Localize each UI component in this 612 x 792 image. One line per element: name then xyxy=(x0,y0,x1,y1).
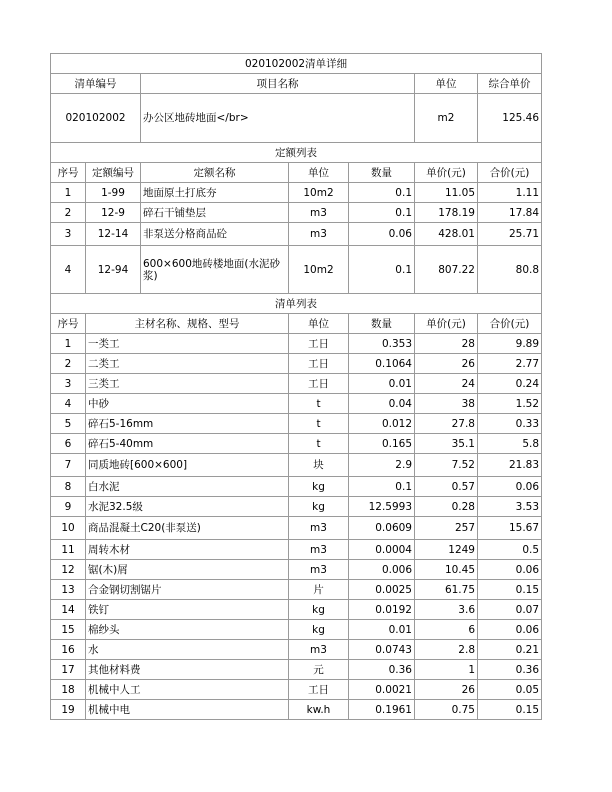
material-price: 257 xyxy=(415,517,478,540)
header-name: 项目名称 xyxy=(141,74,415,94)
material-row xyxy=(51,517,542,540)
quota-unit: m3 xyxy=(289,203,349,223)
material-name: 锯(木)屑 xyxy=(86,560,289,580)
material-qty: 0.0025 xyxy=(349,580,415,600)
quota-row xyxy=(51,246,542,294)
material-no: 19 xyxy=(51,700,86,720)
material-row xyxy=(51,600,542,620)
material-no: 9 xyxy=(51,497,86,517)
quota-price: 428.01 xyxy=(415,223,478,246)
material-name: 三类工 xyxy=(86,374,289,394)
material-qty: 0.36 xyxy=(349,660,415,680)
material-unit: m3 xyxy=(289,560,349,580)
material-no: 10 xyxy=(51,517,86,540)
material-total: 15.67 xyxy=(478,517,542,540)
material-no: 5 xyxy=(51,414,86,434)
quota-col-unit: 单位 xyxy=(289,163,349,183)
material-row xyxy=(51,394,542,414)
material-unit: 工日 xyxy=(289,334,349,354)
quota-qty: 0.1 xyxy=(349,246,415,294)
material-row xyxy=(51,560,542,580)
material-qty: 0.012 xyxy=(349,414,415,434)
material-price: 27.8 xyxy=(415,414,478,434)
quota-code: 1-99 xyxy=(86,183,141,203)
materials-section-title: 清单列表 xyxy=(51,294,542,314)
material-qty: 12.5993 xyxy=(349,497,415,517)
material-no: 7 xyxy=(51,454,86,477)
materials-col-no: 序号 xyxy=(51,314,86,334)
material-row xyxy=(51,414,542,434)
material-total: 9.89 xyxy=(478,334,542,354)
material-qty: 0.165 xyxy=(349,434,415,454)
material-price: 1 xyxy=(415,660,478,680)
quota-col-qty: 数量 xyxy=(349,163,415,183)
material-name: 白水泥 xyxy=(86,477,289,497)
quota-name: 地面原土打底夯 xyxy=(141,183,289,203)
header-code: 清单编号 xyxy=(51,74,141,94)
quota-name: 非泵送分格商品砼 xyxy=(141,223,289,246)
material-unit: t xyxy=(289,414,349,434)
material-name: 机械中人工 xyxy=(86,680,289,700)
material-total: 0.06 xyxy=(478,560,542,580)
material-unit: 工日 xyxy=(289,354,349,374)
material-row xyxy=(51,540,542,560)
quota-qty: 0.1 xyxy=(349,203,415,223)
material-name: 机械中电 xyxy=(86,700,289,720)
item-price: 125.46 xyxy=(478,94,542,143)
quota-row xyxy=(51,183,542,203)
quota-no: 3 xyxy=(51,223,86,246)
material-row xyxy=(51,434,542,454)
materials-header-row xyxy=(51,314,542,334)
material-qty: 0.0004 xyxy=(349,540,415,560)
material-unit: 工日 xyxy=(289,680,349,700)
material-price: 35.1 xyxy=(415,434,478,454)
material-name: 碎石5-40mm xyxy=(86,434,289,454)
material-no: 14 xyxy=(51,600,86,620)
material-price: 3.6 xyxy=(415,600,478,620)
material-total: 2.77 xyxy=(478,354,542,374)
quota-unit: 10m2 xyxy=(289,246,349,294)
material-price: 0.75 xyxy=(415,700,478,720)
material-price: 28 xyxy=(415,334,478,354)
material-total: 0.15 xyxy=(478,580,542,600)
material-qty: 0.0743 xyxy=(349,640,415,660)
quota-code: 12-14 xyxy=(86,223,141,246)
material-total: 0.06 xyxy=(478,620,542,640)
material-no: 13 xyxy=(51,580,86,600)
material-no: 2 xyxy=(51,354,86,374)
quota-code: 12-9 xyxy=(86,203,141,223)
material-unit: 块 xyxy=(289,454,349,477)
quota-name: 碎石干铺垫层 xyxy=(141,203,289,223)
material-name: 水泥32.5级 xyxy=(86,497,289,517)
material-qty: 0.006 xyxy=(349,560,415,580)
quota-header-row xyxy=(51,163,542,183)
material-name: 水 xyxy=(86,640,289,660)
material-qty: 0.01 xyxy=(349,374,415,394)
material-row xyxy=(51,620,542,640)
material-total: 0.36 xyxy=(478,660,542,680)
material-price: 24 xyxy=(415,374,478,394)
quota-col-no: 序号 xyxy=(51,163,86,183)
material-row xyxy=(51,680,542,700)
material-no: 15 xyxy=(51,620,86,640)
material-qty: 0.04 xyxy=(349,394,415,414)
material-total: 0.06 xyxy=(478,477,542,497)
quota-no: 4 xyxy=(51,246,86,294)
material-name: 其他材料费 xyxy=(86,660,289,680)
materials-col-unit: 单位 xyxy=(289,314,349,334)
material-unit: m3 xyxy=(289,640,349,660)
material-row xyxy=(51,660,542,680)
material-row xyxy=(51,374,542,394)
material-total: 0.5 xyxy=(478,540,542,560)
material-price: 10.45 xyxy=(415,560,478,580)
quota-qty: 0.06 xyxy=(349,223,415,246)
item-code: 020102002 xyxy=(51,94,141,143)
material-row xyxy=(51,640,542,660)
material-row xyxy=(51,580,542,600)
material-name: 中砂 xyxy=(86,394,289,414)
material-name: 棉纱头 xyxy=(86,620,289,640)
material-no: 4 xyxy=(51,394,86,414)
material-no: 8 xyxy=(51,477,86,497)
quota-total: 25.71 xyxy=(478,223,542,246)
material-row xyxy=(51,334,542,354)
material-total: 3.53 xyxy=(478,497,542,517)
material-price: 2.8 xyxy=(415,640,478,660)
material-qty: 2.9 xyxy=(349,454,415,477)
material-unit: m3 xyxy=(289,540,349,560)
material-price: 0.28 xyxy=(415,497,478,517)
quota-total: 80.8 xyxy=(478,246,542,294)
material-no: 1 xyxy=(51,334,86,354)
materials-col-name: 主材名称、规格、型号 xyxy=(86,314,289,334)
quota-total: 1.11 xyxy=(478,183,542,203)
item-unit: m2 xyxy=(415,94,478,143)
quota-price: 807.22 xyxy=(415,246,478,294)
quota-col-total: 合价(元) xyxy=(478,163,542,183)
material-no: 6 xyxy=(51,434,86,454)
material-name: 周转木材 xyxy=(86,540,289,560)
material-row xyxy=(51,454,542,477)
table-title: 020102002清单详细 xyxy=(51,54,542,74)
material-price: 6 xyxy=(415,620,478,640)
header-unit: 单位 xyxy=(415,74,478,94)
material-unit: 元 xyxy=(289,660,349,680)
materials-col-qty: 数量 xyxy=(349,314,415,334)
quota-code: 12-94 xyxy=(86,246,141,294)
quota-qty: 0.1 xyxy=(349,183,415,203)
material-row xyxy=(51,354,542,374)
material-qty: 0.0192 xyxy=(349,600,415,620)
material-unit: 工日 xyxy=(289,374,349,394)
material-no: 18 xyxy=(51,680,86,700)
material-total: 21.83 xyxy=(478,454,542,477)
material-total: 0.33 xyxy=(478,414,542,434)
quota-unit: 10m2 xyxy=(289,183,349,203)
quota-section-title: 定额列表 xyxy=(51,143,542,163)
material-row xyxy=(51,477,542,497)
material-no: 16 xyxy=(51,640,86,660)
material-unit: t xyxy=(289,394,349,414)
material-name: 一类工 xyxy=(86,334,289,354)
materials-col-price: 单价(元) xyxy=(415,314,478,334)
material-no: 12 xyxy=(51,560,86,580)
material-name: 商品混凝土C20(非泵送) xyxy=(86,517,289,540)
header-price: 综合单价 xyxy=(478,74,542,94)
material-no: 3 xyxy=(51,374,86,394)
quota-col-price: 单价(元) xyxy=(415,163,478,183)
quota-price: 11.05 xyxy=(415,183,478,203)
material-qty: 0.01 xyxy=(349,620,415,640)
quota-no: 1 xyxy=(51,183,86,203)
material-price: 38 xyxy=(415,394,478,414)
material-price: 7.52 xyxy=(415,454,478,477)
material-name: 同质地砖[600×600] xyxy=(86,454,289,477)
material-total: 0.05 xyxy=(478,680,542,700)
quota-col-code: 定额编号 xyxy=(86,163,141,183)
material-unit: kg xyxy=(289,600,349,620)
quota-col-name: 定额名称 xyxy=(141,163,289,183)
material-unit: kg xyxy=(289,497,349,517)
material-name: 碎石5-16mm xyxy=(86,414,289,434)
material-qty: 0.353 xyxy=(349,334,415,354)
material-unit: kw.h xyxy=(289,700,349,720)
quota-row xyxy=(51,203,542,223)
material-row xyxy=(51,700,542,720)
material-total: 0.21 xyxy=(478,640,542,660)
material-row xyxy=(51,497,542,517)
material-total: 0.24 xyxy=(478,374,542,394)
material-total: 1.52 xyxy=(478,394,542,414)
item-name: 办公区地砖地面</br> xyxy=(141,94,415,143)
material-qty: 0.0021 xyxy=(349,680,415,700)
quota-name: 600×600地砖楼地面(水泥砂浆) xyxy=(141,246,289,294)
quota-row xyxy=(51,223,542,246)
quota-unit: m3 xyxy=(289,223,349,246)
material-name: 合金钢切割锯片 xyxy=(86,580,289,600)
material-unit: 片 xyxy=(289,580,349,600)
material-unit: m3 xyxy=(289,517,349,540)
material-qty: 0.1064 xyxy=(349,354,415,374)
quota-no: 2 xyxy=(51,203,86,223)
material-name: 二类工 xyxy=(86,354,289,374)
quota-total: 17.84 xyxy=(478,203,542,223)
material-unit: t xyxy=(289,434,349,454)
quota-price: 178.19 xyxy=(415,203,478,223)
material-total: 0.07 xyxy=(478,600,542,620)
material-name: 铁钉 xyxy=(86,600,289,620)
material-price: 1249 xyxy=(415,540,478,560)
material-price: 0.57 xyxy=(415,477,478,497)
material-qty: 0.0609 xyxy=(349,517,415,540)
material-total: 5.8 xyxy=(478,434,542,454)
materials-col-total: 合价(元) xyxy=(478,314,542,334)
bill-detail-table xyxy=(50,53,542,720)
material-qty: 0.1961 xyxy=(349,700,415,720)
material-price: 26 xyxy=(415,354,478,374)
material-unit: kg xyxy=(289,477,349,497)
material-unit: kg xyxy=(289,620,349,640)
material-price: 61.75 xyxy=(415,580,478,600)
material-no: 17 xyxy=(51,660,86,680)
material-price: 26 xyxy=(415,680,478,700)
material-qty: 0.1 xyxy=(349,477,415,497)
material-no: 11 xyxy=(51,540,86,560)
material-total: 0.15 xyxy=(478,700,542,720)
